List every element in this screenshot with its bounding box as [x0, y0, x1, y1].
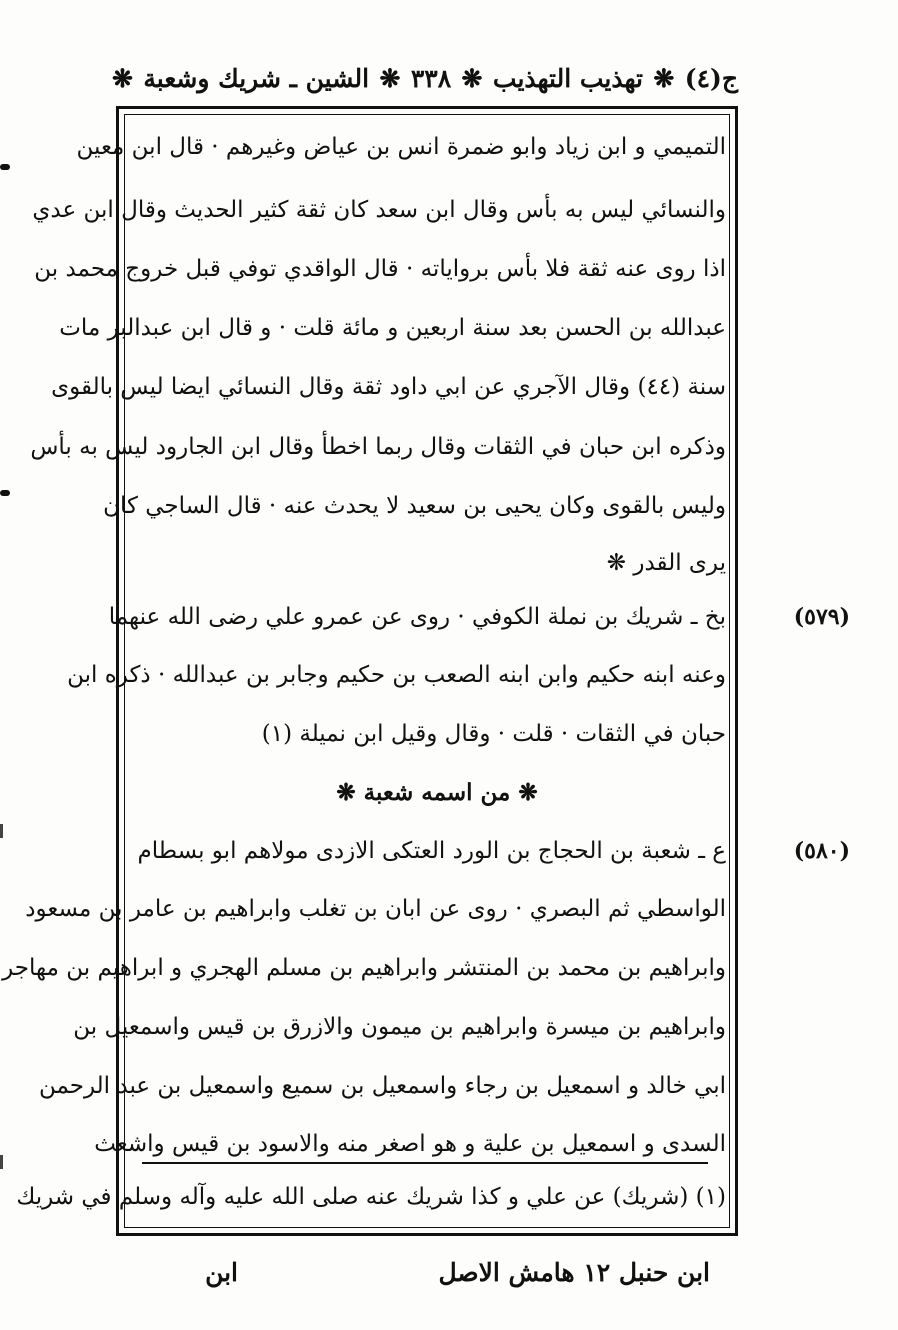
- margin-note: ابن حنبل ١٢ هامش الاصل: [438, 1258, 710, 1287]
- text-line: وعنه ابنه حكيم وابن ابنه الصعب بن حكيم وجابر بن عبدالله · ذكره ابن: [67, 662, 726, 688]
- text-line: التميمي و ابن زياد وابو ضمرة انس بن عياض وغيرهم · قال ابن معين: [76, 134, 726, 160]
- text-line: بخ ـ شريك بن نملة الكوفي · روى عن عمرو علي رضى الله عنهما: [108, 604, 726, 630]
- entry-number-580: (٥٨٠): [793, 838, 850, 864]
- scan-edge-mark: [0, 824, 3, 838]
- scan-edge-mark: [0, 1155, 3, 1169]
- header-section: الشين ـ شريك وشعبة: [143, 63, 370, 93]
- text-line: وذكره ابن حبان في الثقات وقال ربما اخطأ وقال ابن الجارود ليس به بأس: [30, 434, 726, 460]
- text-line: ابي خالد و اسمعيل بن رجاء واسمعيل بن سميع واسمعيل بن عبد الرحمن: [38, 1073, 726, 1099]
- text-line: وابراهيم بن ميسرة وابراهيم بن ميمون والازرق بن قيس واسمعيل بن: [73, 1014, 726, 1040]
- header-book-title: تهذيب التهذيب: [492, 63, 643, 93]
- ornament-icon: ❋: [336, 779, 356, 806]
- ornament-icon: ❋: [112, 63, 133, 93]
- footnote: (١) (شريك) عن علي و كذا شريك عنه صلى الله عليه وآله وسلم في شريك: [16, 1184, 726, 1210]
- header-volume: ج(٤): [684, 63, 738, 93]
- scan-edge-mark: [0, 490, 10, 496]
- header-page-number: ٣٣٨: [410, 63, 452, 93]
- text-line: وليس بالقوى وكان يحيى بن سعيد لا يحدث عنه · قال الساجي كان: [103, 493, 726, 519]
- text-line: ع ـ شعبة بن الحجاج بن الورد العتكى الازدى مولاهم ابو بسطام: [137, 838, 726, 864]
- text-line: السدى و اسمعيل بن علية و هو اصغر منه والاسود بن قيس واشعث: [94, 1131, 726, 1157]
- scan-edge-mark: [0, 164, 10, 170]
- text-line: حبان في الثقات · قلت · وقال وقيل ابن نميلة (١): [261, 721, 726, 747]
- text-line: والنسائي ليس به بأس وقال ابن سعد كان ثقة كثير الحديث وقال ابن عدي: [32, 197, 726, 223]
- text-line: يرى القدر ❋: [606, 550, 726, 576]
- section-heading: ❋ من اسمه شعبة ❋: [336, 779, 538, 806]
- ornament-icon: ❋: [518, 779, 538, 806]
- text-line: عبدالله بن الحسن بعد سنة اربعين و مائة قلت · و قال ابن عبدالبر مات: [59, 315, 726, 341]
- footnote-divider: [142, 1162, 708, 1164]
- ornament-icon: ❋: [379, 63, 401, 93]
- ornament-icon: ❋: [653, 63, 675, 93]
- ornament-icon: ❋: [606, 550, 627, 576]
- catchword: ابن: [205, 1258, 238, 1287]
- text-line: وابراهيم بن محمد بن المنتشر وابراهيم بن مسلم الهجري و ابراهيم بن مهاجر: [2, 955, 726, 981]
- text-line: اذا روى عنه ثقة فلا بأس برواياته · قال الواقدي توفي قبل خروج محمد بن: [34, 256, 726, 282]
- running-header: [112, 58, 738, 98]
- text-line: الواسطي ثم البصري · روى عن ابان بن تغلب وابراهيم بن عامر بن مسعود: [25, 896, 726, 922]
- entry-number-579: (٥٧٩): [793, 604, 850, 630]
- ornament-icon: ❋: [461, 63, 483, 93]
- text-line: سنة (٤٤) وقال الآجري عن ابي داود ثقة وقال النسائي ايضا ليس بالقوى: [51, 374, 726, 400]
